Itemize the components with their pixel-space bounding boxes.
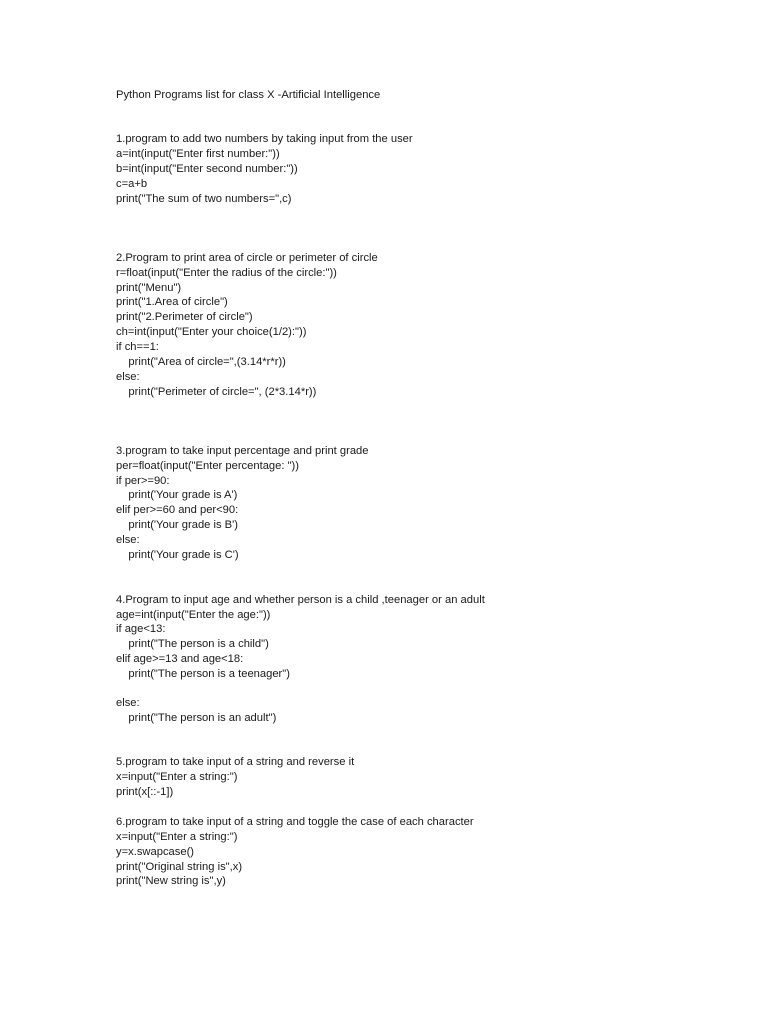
code-line: print('Your grade is A') — [116, 489, 238, 501]
code-line: print("The person is an adult") — [116, 712, 277, 724]
code-line: print("The sum of two numbers=",c) — [116, 193, 292, 205]
code-line: a=int(input("Enter first number:")) — [116, 148, 280, 160]
code-line: print("Area of circle=",(3.14*r*r)) — [116, 356, 286, 368]
program-5-heading: 5.program to take input of a string and reverse it — [116, 756, 355, 768]
code-line: else: — [116, 697, 140, 709]
code-line: b=int(input("Enter second number:")) — [116, 163, 298, 175]
code-line: y=x.swapcase() — [116, 846, 195, 858]
code-line: if age<13: — [116, 623, 166, 635]
program-3-heading: 3.program to take input percentage and print grade — [116, 445, 369, 457]
code-line: print("Menu") — [116, 282, 182, 294]
document-title: Python Programs list for class X -Artificial Intelligence — [116, 89, 381, 101]
code-line: if per>=90: — [116, 475, 170, 487]
code-line: elif per>=60 and per<90: — [116, 504, 239, 516]
code-line: x=input("Enter a string:") — [116, 831, 238, 843]
code-line: r=float(input("Enter the radius of the circle:")) — [116, 267, 337, 279]
code-line: x=input("Enter a string:") — [116, 771, 238, 783]
code-line: print("Original string is",x) — [116, 861, 243, 873]
code-line: print('Your grade is B') — [116, 519, 239, 531]
program-4-heading: 4.Program to input age and whether person is a child ,teenager or an adult — [116, 594, 485, 606]
code-line: else: — [116, 371, 140, 383]
code-line: c=a+b — [116, 178, 148, 190]
code-line: print("New string is",y) — [116, 875, 226, 887]
code-line: print("1.Area of circle") — [116, 296, 228, 308]
program-1-heading: 1.program to add two numbers by taking input from the user — [116, 133, 413, 145]
code-line: else: — [116, 534, 140, 546]
code-line: print("The person is a child") — [116, 638, 269, 650]
code-line: per=float(input("Enter percentage: ")) — [116, 460, 299, 472]
program-6-heading: 6.program to take input of a string and toggle the case of each character — [116, 816, 474, 828]
code-line: print('Your grade is C') — [116, 549, 239, 561]
code-line: age=int(input("Enter the age:")) — [116, 609, 271, 621]
code-line: print("Perimeter of circle=", (2*3.14*r)) — [116, 386, 317, 398]
code-line: elif age>=13 and age<18: — [116, 653, 244, 665]
code-line: print(x[::-1]) — [116, 786, 174, 798]
code-line: if ch==1: — [116, 341, 159, 353]
program-2-heading: 2.Program to print area of circle or perimeter of circle — [116, 252, 378, 264]
code-line: print("2.Perimeter of circle") — [116, 311, 253, 323]
code-line: print("The person is a teenager") — [116, 668, 290, 680]
code-line: ch=int(input("Enter your choice(1/2):")) — [116, 326, 307, 338]
